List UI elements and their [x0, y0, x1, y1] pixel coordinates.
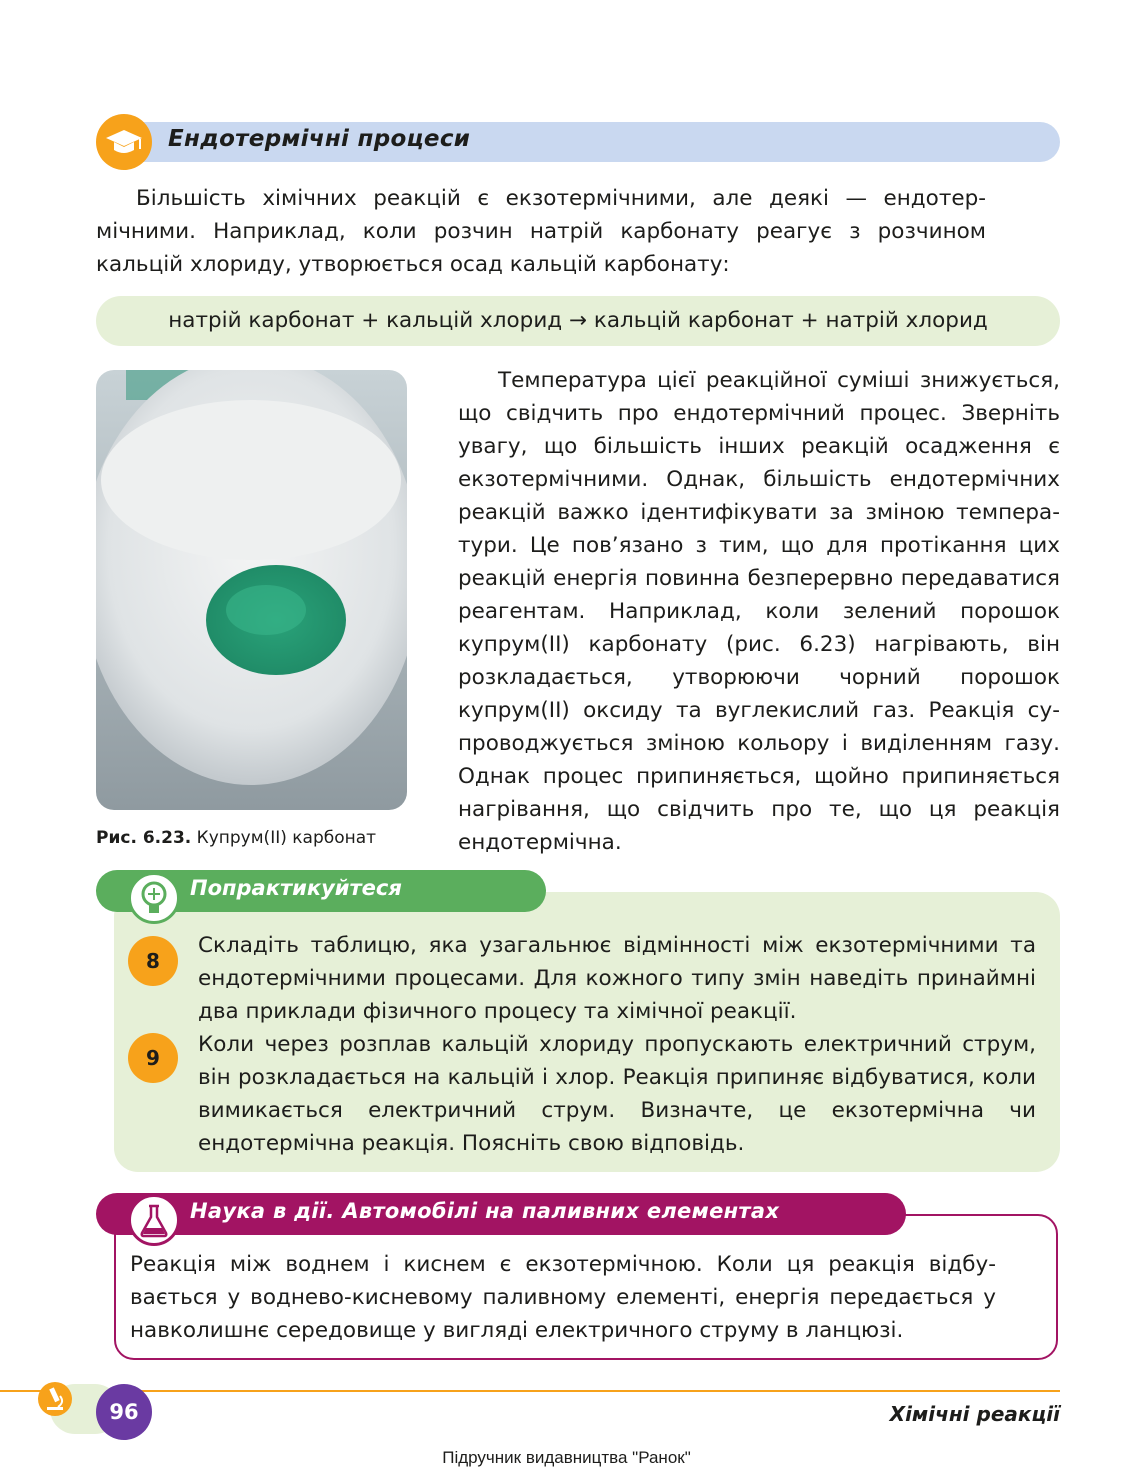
science-title: Наука в дії. Автомобілі на паливних елементах	[190, 1199, 780, 1223]
main-paragraph: Температура цієї реакційної суміші знижується, що свідчить про ендотермічний процес. Зверніть увагу, що більшість інших реакцій осадження є екзотермічними. Однак, більшість ендотермічних реакцій важко ідентифікувати за зміною температури. Це пов’язано з тим, що для протікання цих реакцій енергія повинна безперервно передаватися реагентам. Наприклад, коли зелений порошок купрум(II) карбонату (рис. 6.23) нагрівають, він розкладається, утворюючи чорний порошок купрум(II) оксиду та вуглекислий газ. Реакція супроводжується зміною кольору і виділенням газу. Однак процес припиняється, щойно припиняється нагрівання, що свідчить про те, що ця реакція ендотермічна.	[458, 368, 1060, 855]
question-text: Складіть таблицю, яка узагальнює відмінності між екзотермічними та ендотермічними процесами. Для кожного типу змін наведіть принаймні два приклади фізичного процесу та хімічної реакції.	[198, 933, 1036, 1024]
figure-caption-text: Купрум(II) карбонат	[196, 828, 377, 848]
intro-paragraph: Більшість хімічних реакцій є екзотермічними, але деякі — ендотермічними. Наприклад, коли розчин натрій карбонату реагує з розчином кальцій хлориду, утворюється осад кальцій карбонату:	[96, 186, 986, 277]
graduation-cap-icon	[96, 114, 152, 170]
figure-caption-label: Рис. 6.23.	[96, 828, 192, 848]
chapter-title: Хімічні реакції	[889, 1402, 1060, 1426]
puzzle-bulb-icon	[128, 872, 180, 924]
practice-title: Попрактикуйтеся	[190, 876, 402, 900]
microscope-icon	[38, 1382, 72, 1416]
reaction-equation: натрій карбонат + кальцій хлорид → кальцій карбонат + натрій хлорид	[168, 308, 988, 333]
science-text: Реакція між воднем і киснем є екзотермічною. Коли ця реакція відбувається у воднево-кисневому паливному елементі, енергія передається у навколишнє середовище у вигляді електричного струму в ланцюзі.	[130, 1252, 996, 1343]
copper-carbonate-photo	[96, 370, 407, 810]
flask-icon	[128, 1194, 180, 1246]
footer-divider	[0, 1390, 1060, 1392]
question-number-badge: 8	[128, 936, 178, 986]
figure-caption	[96, 828, 376, 848]
publisher-note: Підручник видавництва "Ранок"	[442, 1448, 691, 1467]
page-number: 96	[96, 1384, 152, 1440]
section-title: Ендотермічні процеси	[168, 126, 471, 152]
question-number-badge: 9	[128, 1033, 178, 1083]
question-text: Коли через розплав кальцій хлориду пропускають електричний струм, він розкладається на кальцій і хлор. Реакція припиняє відбуватися, коли вимикається електричний струм. Визначте, це екзотермічна чи ендотермічна реакція. Поясніть свою відповідь.	[198, 1032, 1036, 1156]
